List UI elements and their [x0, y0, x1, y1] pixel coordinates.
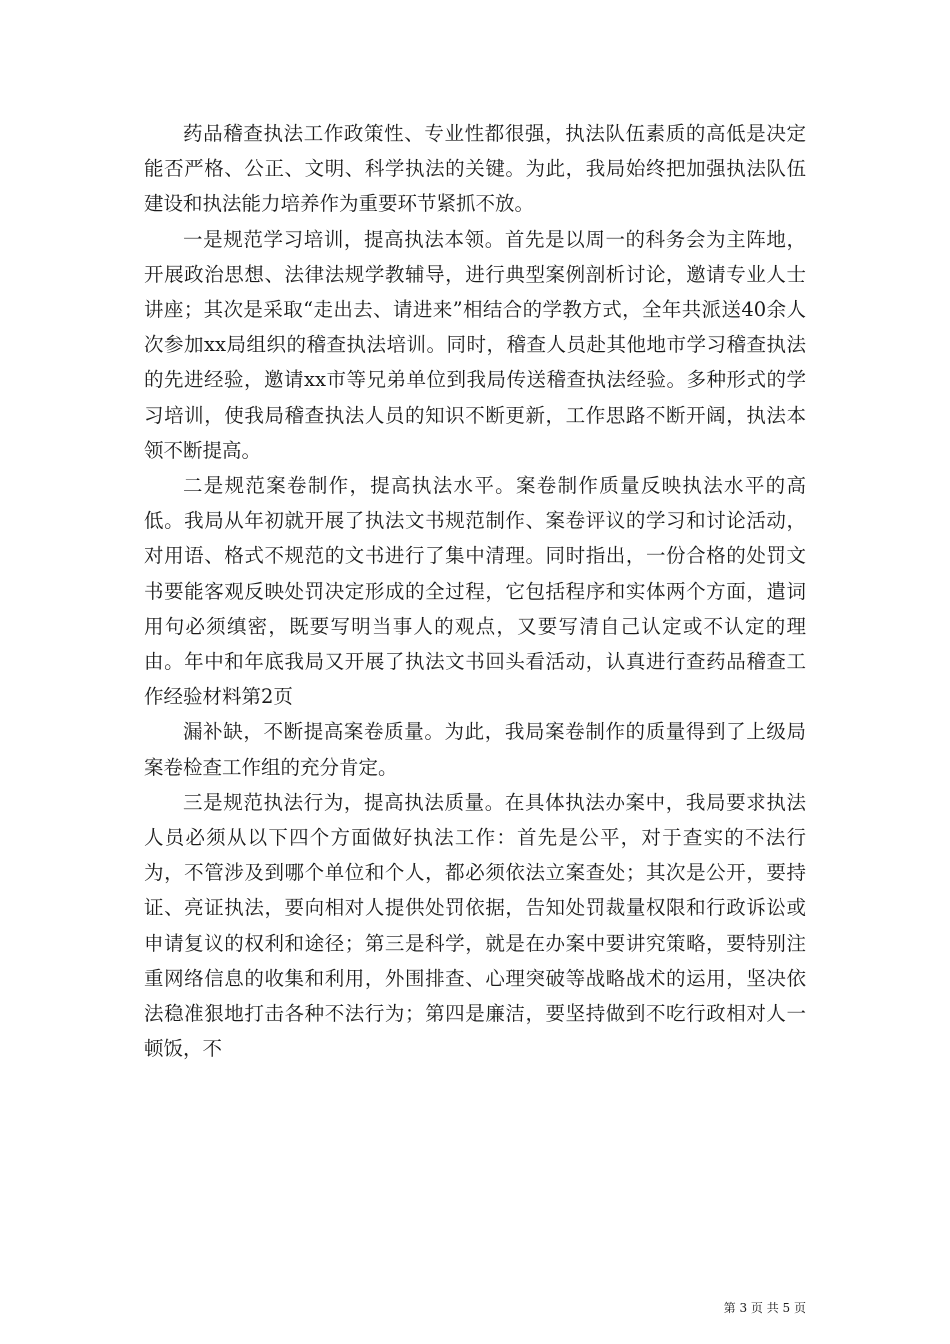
paragraph-study-training: 一是规范学习培训，提高执法本领。首先是以周一的科务会为主阵地，开展政治思想、法律法规学教辅导，进行典型案例剖析讨论，邀请专业人士讲座；其次是采取“走出去、请进来”相结合的学教方式，全年共派送40余人次参加xx局组织的稽查执法培训。同时，稽查人员赴其他地市学习稽查执法的先进经验，邀请xx市等兄弟单位到我局传送稽查执法经验。多种形式的学习培训，使我局稽查执法人员的知识不断更新，工作思路不断开阔，执法本领不断提高。 [144, 227, 806, 462]
document-body [144, 116, 806, 1066]
paragraph-case-files-continued: 漏补缺，不断提高案卷质量。为此，我局案卷制作的质量得到了上级局案卷检查工作组的充分肯定。 [144, 720, 806, 779]
paragraph-enforcement-conduct: 三是规范执法行为，提高执法质量。在具体执法办案中，我局要求执法人员必须从以下四个方面做好执法工作：首先是公平，对于查实的不法行为，不管涉及到哪个单位和个人，都必须依法立案查处；其次是公开，要持证、亮证执法，要向相对人提供处罚依据，告知处罚裁量权限和行政诉讼或申请复议的权利和途径；第三是科学，就是在办案中要讲究策略，要特别注重网络信息的收集和利用，外围排查、心理突破等战略战术的运用，坚决依法稳准狠地打击各种不法行为；第四是廉洁，要坚持做到不吃行政相对人一顿饭，不 [144, 790, 806, 1061]
paragraph-case-files: 二是规范案卷制作，提高执法水平。案卷制作质量反映执法水平的高低。我局从年初就开展了执法文书规范制作、案卷评议的学习和讨论活动，对用语、格式不规范的文书进行了集中清理。同时指出，一份合格的处罚文书要能客观反映处罚决定形成的全过程，它包括程序和实体两个方面，遣词用句必须缜密，既要写明当事人的观点，又要写清自己认定或不认定的理由。年中和年底我局又开展了执法文书回头看活动，认真进行查药品稽查工作经验材料第2页 [144, 474, 806, 709]
page-number-footer: 第 3 页 共 5 页 [723, 1301, 806, 1315]
paragraph-intro: 药品稽查执法工作政策性、专业性都很强，执法队伍素质的高低是决定能否严格、公正、文明、科学执法的关键。为此，我局始终把加强执法队伍建设和执法能力培养作为重要环节紧抓不放。 [144, 122, 806, 216]
